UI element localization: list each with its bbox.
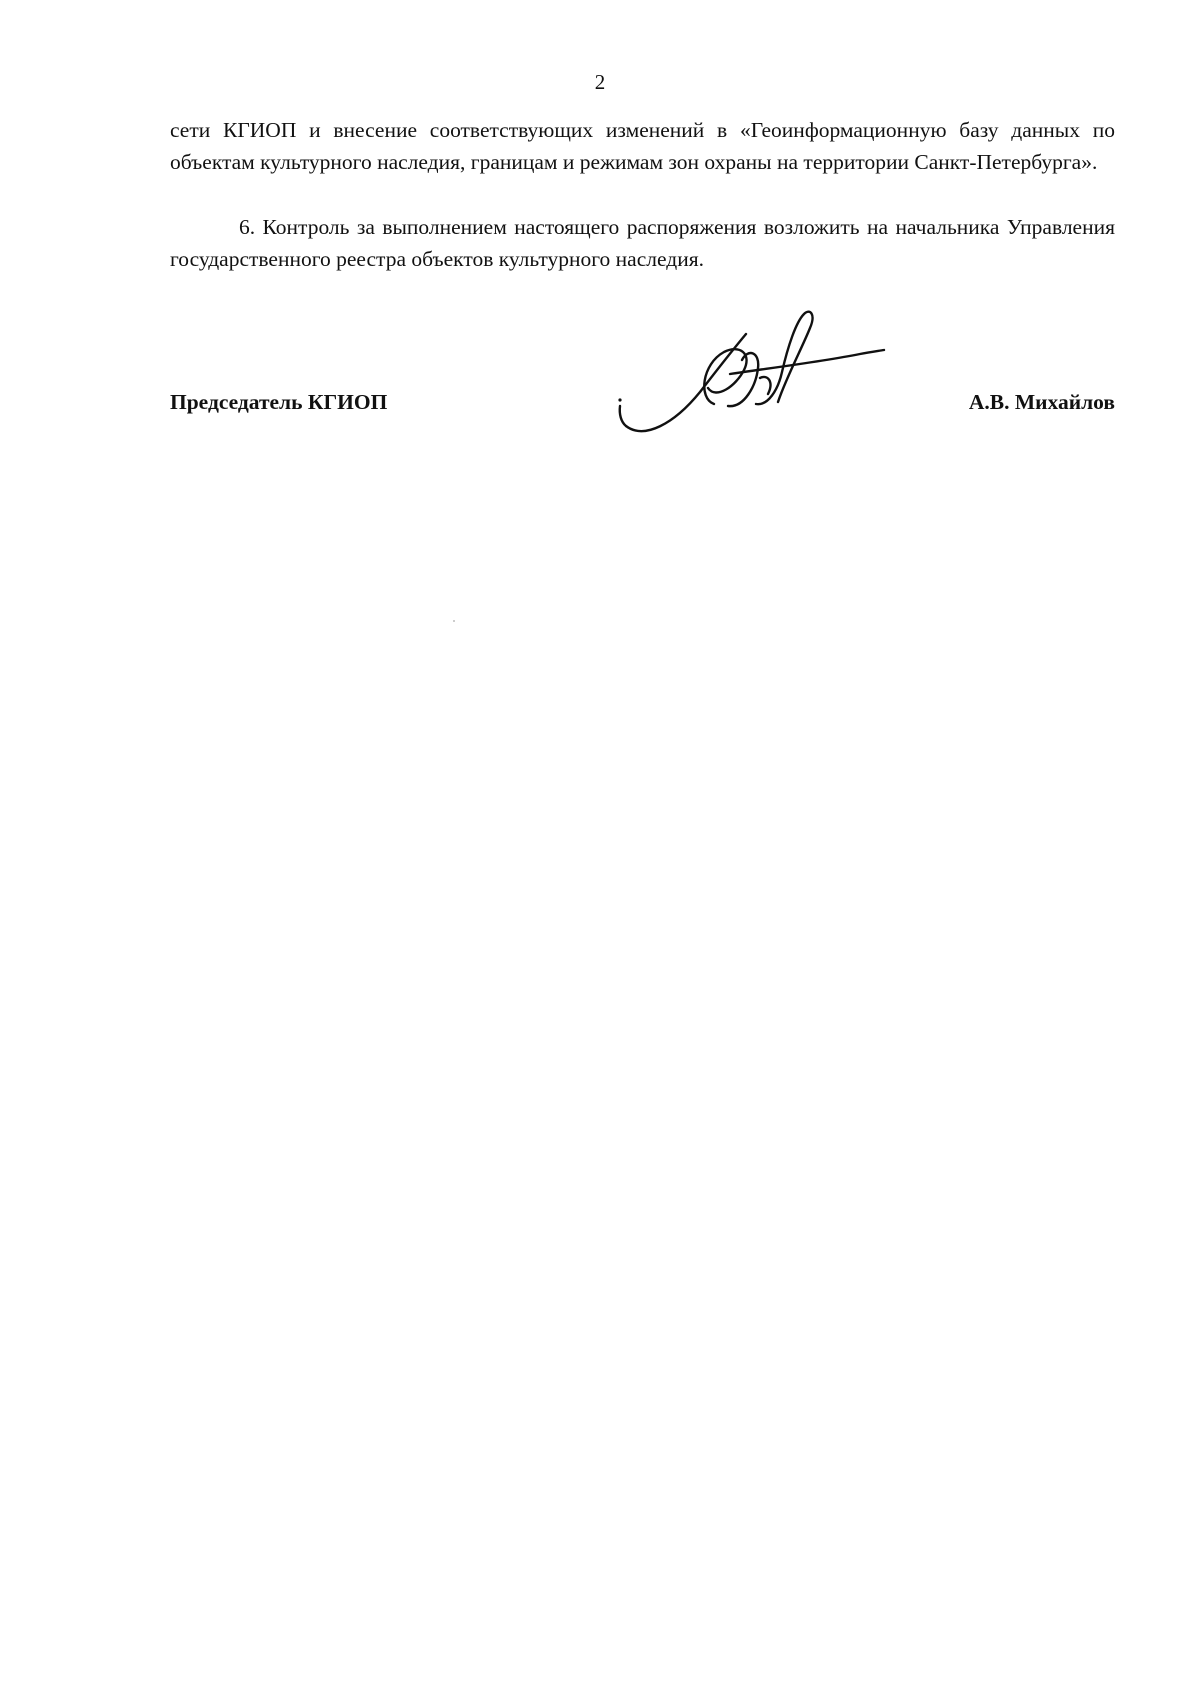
signatory-position: Председатель КГИОП [170, 390, 388, 414]
paragraph-continuation: сети КГИОП и внесение соответствующих изменений в «Геоинформационную базу данных по объектам культурного наследия, границам и режимам зон охраны на территории Санкт-Петербурга». [170, 118, 1115, 174]
page-number: 2 [594, 70, 606, 94]
signer-name: А.В. Михайлов [968, 390, 1115, 414]
scan-speck [453, 620, 455, 622]
paragraph-item-6: 6. Контроль за выполнением настоящего распоряжения возложить на начальника Управления государственного реестра объектов культурного наследия. [170, 215, 1115, 271]
handwritten-signature [610, 308, 890, 458]
